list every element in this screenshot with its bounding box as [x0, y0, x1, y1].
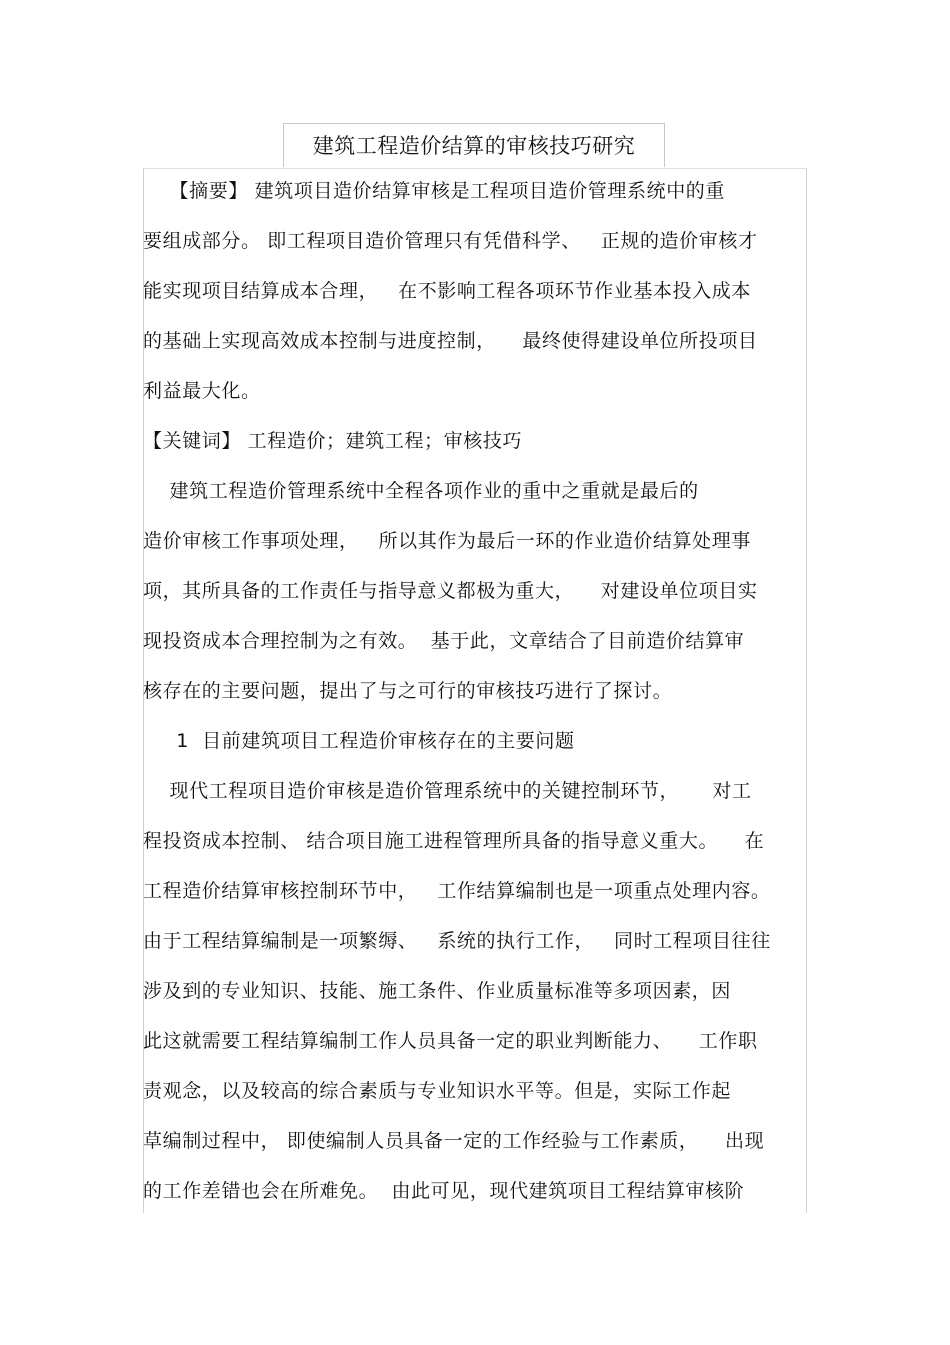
- body-line: 草编制过程中， 即使编制人员具备一定的工作经验与工作素质， 出现: [143, 1130, 765, 1152]
- body-line: 由于工程结算编制是一项繁缛、 系统的执行工作， 同时工程项目往往: [143, 930, 771, 952]
- body-line: 的基础上实现高效成本控制与进度控制， 最终使得建设单位所投项目: [143, 330, 758, 352]
- body-line: 项，其所具备的工作责任与指导意义都极为重大， 对建设单位项目实: [143, 580, 758, 602]
- body-line: 建筑工程造价管理系统中全程各项作业的重中之重就是最后的: [143, 480, 699, 502]
- body-line: 要组成部分。 即工程项目造价管理只有凭借科学、 正规的造价审核才: [143, 230, 758, 252]
- body-line: 现代工程项目造价审核是造价管理系统中的关键控制环节， 对工: [143, 780, 752, 802]
- body-line: 核存在的主要问题，提出了与之可行的审核技巧进行了探讨。: [143, 680, 673, 702]
- body-line: 的工作差错也会在所难免。 由此可见，现代建筑项目工程结算审核阶: [143, 1180, 745, 1202]
- body-line: 程投资成本控制、 结合项目施工进程管理所具备的指导意义重大。 在: [143, 830, 765, 852]
- body-line: 现投资成本合理控制为之有效。 基于此，文章结合了目前造价结算审: [143, 630, 745, 652]
- body-line: 能实现项目结算成本合理， 在不影响工程各项环节作业基本投入成本: [143, 280, 751, 302]
- document-title: 建筑工程造价结算的审核技巧研究: [312, 134, 636, 158]
- body-line: 造价审核工作事项处理， 所以其作为最后一环的作业造价结算处理事: [143, 530, 751, 552]
- body-line: 1 目前建筑项目工程造价审核存在的主要问题: [143, 730, 575, 752]
- body-line: 【摘要】 建筑项目造价结算审核是工程项目造价管理系统中的重: [143, 180, 725, 202]
- body-line: 涉及到的专业知识、技能、施工条件、作业质量标准等多项因素，因: [143, 980, 732, 1002]
- body-line: 此这就需要工程结算编制工作人员具备一定的职业判断能力、 工作职: [143, 1030, 758, 1052]
- body-line: 责观念，以及较高的综合素质与专业知识水平等。但是，实际工作起: [143, 1080, 732, 1102]
- body-line: 【关键词】 工程造价；建筑工程；审核技巧: [143, 430, 523, 452]
- body-line: 工程造价结算审核控制环节中， 工作结算编制也是一项重点处理内容。: [143, 880, 771, 902]
- body-line: 利益最大化。: [143, 380, 261, 402]
- title-frame: [283, 123, 665, 167]
